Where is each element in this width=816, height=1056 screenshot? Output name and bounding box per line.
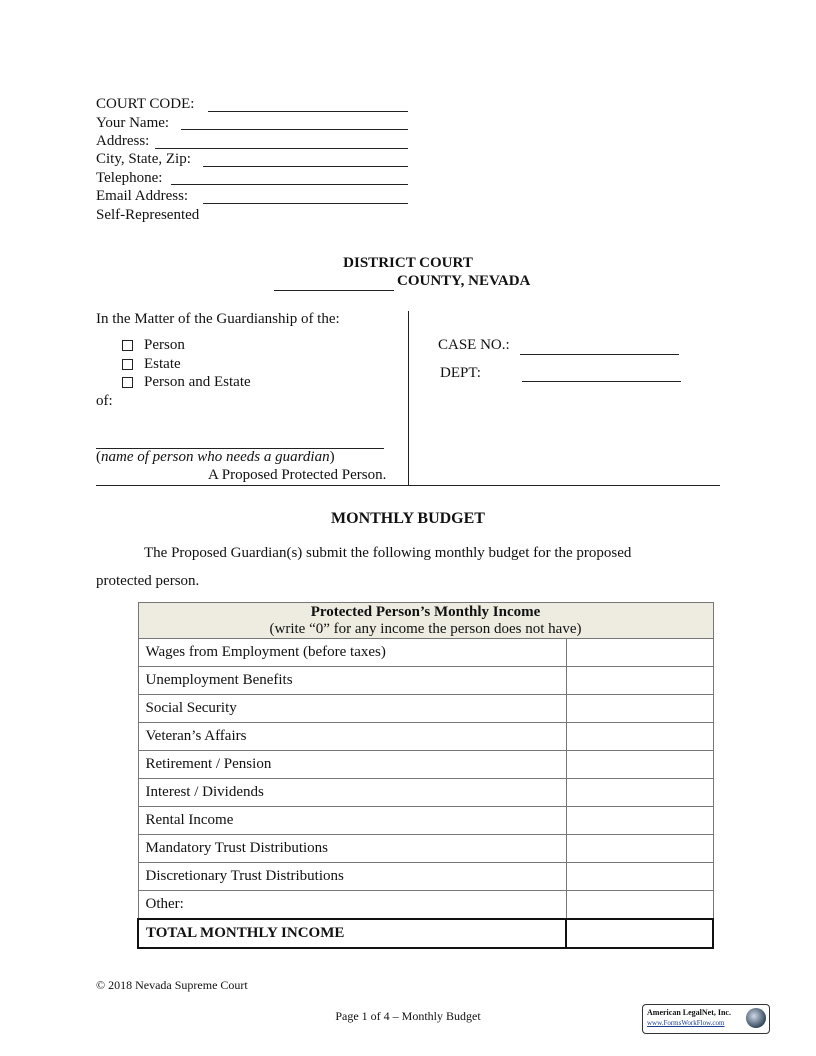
income-row-label: Social Security: [138, 695, 566, 723]
person-and-estate-option-label: Person and Estate: [144, 374, 251, 390]
income-row-label: Retirement / Pension: [138, 751, 566, 779]
intro-line-2: protected person.: [96, 573, 200, 589]
wages-amount-field[interactable]: [566, 639, 713, 667]
matter-label: In the Matter of the Guardianship of the:: [96, 311, 340, 327]
estate-option-label: Estate: [144, 356, 181, 372]
city-state-zip-label: City, State, Zip:: [96, 151, 191, 167]
name-hint-text: name of person who needs a guardian: [101, 449, 330, 465]
copyright: © 2018 Nevada Supreme Court: [96, 978, 248, 992]
proposed-protected-person-label: A Proposed Protected Person.: [208, 467, 387, 483]
other-amount-field[interactable]: [566, 891, 713, 920]
person-and-estate-checkbox[interactable]: [122, 377, 133, 388]
name-hint: [96, 449, 335, 466]
income-row-label: Veteran’s Affairs: [138, 723, 566, 751]
caption-vertical-divider: [408, 311, 409, 486]
county-label: COUNTY, NEVADA: [397, 273, 531, 289]
table-row: [138, 751, 713, 779]
table-header-row: [138, 603, 713, 639]
intro-line-1: The Proposed Guardian(s) submit the following monthly budget for the proposed: [144, 545, 632, 561]
rental-income-amount-field[interactable]: [566, 807, 713, 835]
unemployment-amount-field[interactable]: [566, 667, 713, 695]
telephone-label: Telephone:: [96, 170, 163, 186]
retirement-pension-amount-field[interactable]: [566, 751, 713, 779]
court-code-label: COURT CODE:: [96, 96, 195, 112]
table-row: [138, 835, 713, 863]
monthly-income-table: [137, 602, 714, 949]
legalnet-logo: [642, 1004, 770, 1034]
table-subheading: (write “0” for any income the person does not have): [269, 620, 582, 637]
income-row-label: Discretionary Trust Distributions: [138, 863, 566, 891]
table-row: [138, 779, 713, 807]
document-title: MONTHLY BUDGET: [331, 510, 485, 527]
caption-bottom-divider: [96, 485, 720, 486]
court-title: DISTRICT COURT: [343, 255, 473, 271]
your-name-label: Your Name:: [96, 115, 170, 131]
name-hint-close: ): [329, 449, 335, 465]
income-row-label: Wages from Employment (before taxes): [138, 639, 566, 667]
table-row: [138, 891, 713, 920]
logo-company-name: American LegalNet, Inc.: [647, 1008, 731, 1017]
table-row: [138, 723, 713, 751]
table-row: [138, 695, 713, 723]
of-label: of:: [96, 393, 113, 409]
total-row: [138, 919, 713, 948]
dept-field[interactable]: [522, 381, 681, 382]
income-row-label: Other:: [138, 891, 566, 920]
name-hint-open: (: [96, 449, 101, 465]
address-field[interactable]: [155, 148, 408, 149]
income-row-label: Unemployment Benefits: [138, 667, 566, 695]
table-row: [138, 667, 713, 695]
estate-checkbox[interactable]: [122, 359, 133, 370]
interest-dividends-amount-field[interactable]: [566, 779, 713, 807]
person-checkbox[interactable]: [122, 340, 133, 351]
table-row: [138, 807, 713, 835]
table-header: [138, 603, 713, 639]
dept-label: DEPT:: [440, 365, 481, 381]
total-income-label: TOTAL MONTHLY INCOME: [138, 919, 566, 948]
income-row-label: Mandatory Trust Distributions: [138, 835, 566, 863]
city-state-zip-field[interactable]: [203, 166, 408, 167]
table-heading: Protected Person’s Monthly Income: [310, 603, 541, 620]
total-income-amount-field[interactable]: [566, 919, 713, 948]
globe-icon: [746, 1008, 766, 1028]
table-row: [138, 863, 713, 891]
table-row: [138, 639, 713, 667]
your-name-field[interactable]: [181, 129, 408, 130]
person-option-label: Person: [144, 337, 185, 353]
income-row-label: Rental Income: [138, 807, 566, 835]
email-field[interactable]: [203, 203, 408, 204]
case-no-label: CASE NO.:: [438, 337, 510, 353]
email-label: Email Address:: [96, 188, 189, 204]
mandatory-trust-amount-field[interactable]: [566, 835, 713, 863]
page-number: Page 1 of 4 – Monthly Budget: [335, 1009, 481, 1023]
social-security-amount-field[interactable]: [566, 695, 713, 723]
county-blank-field[interactable]: [274, 290, 394, 291]
telephone-field[interactable]: [171, 184, 408, 185]
discretionary-trust-amount-field[interactable]: [566, 863, 713, 891]
self-represented-label: Self-Represented: [96, 207, 200, 223]
veterans-affairs-amount-field[interactable]: [566, 723, 713, 751]
court-code-field[interactable]: [208, 111, 408, 112]
logo-website: www.FormsWorkFlow.com: [647, 1019, 725, 1027]
case-no-field[interactable]: [520, 354, 679, 355]
income-row-label: Interest / Dividends: [138, 779, 566, 807]
address-label: Address:: [96, 133, 150, 149]
